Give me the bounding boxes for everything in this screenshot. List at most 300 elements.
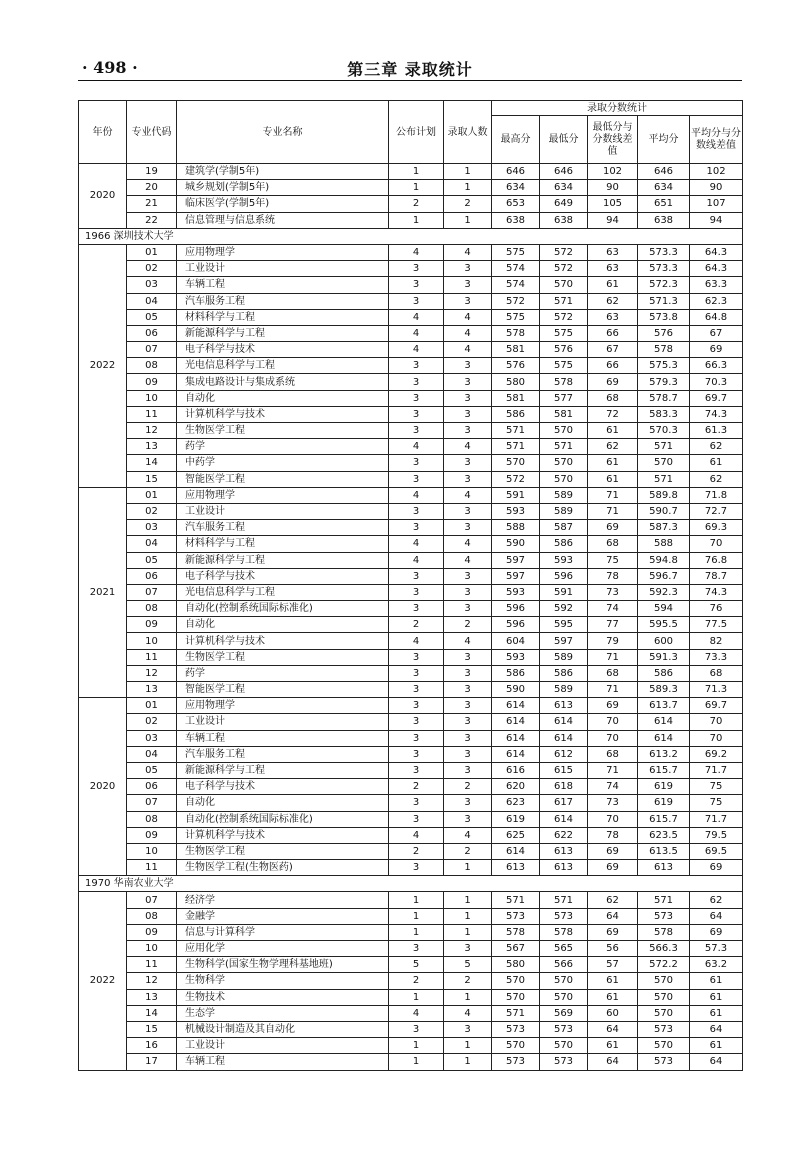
admitted-cell: 1 bbox=[444, 989, 492, 1005]
min-diff-cell: 105 bbox=[588, 196, 638, 212]
plan-cell: 4 bbox=[389, 1005, 444, 1021]
plan-cell: 2 bbox=[389, 617, 444, 633]
avg-score-cell: 566.3 bbox=[638, 941, 690, 957]
major-name-cell: 智能医学工程 bbox=[177, 471, 389, 487]
max-score-cell: 570 bbox=[492, 973, 540, 989]
min-score-cell: 571 bbox=[540, 293, 588, 309]
admitted-cell: 1 bbox=[444, 892, 492, 908]
avg-score-cell: 613.5 bbox=[638, 843, 690, 859]
code-cell: 11 bbox=[127, 860, 177, 876]
code-cell: 07 bbox=[127, 342, 177, 358]
code-cell: 02 bbox=[127, 261, 177, 277]
avg-diff-cell: 61 bbox=[690, 1005, 743, 1021]
min-diff-cell: 63 bbox=[588, 244, 638, 260]
code-cell: 14 bbox=[127, 1005, 177, 1021]
plan-cell: 3 bbox=[389, 811, 444, 827]
avg-diff-cell: 70 bbox=[690, 536, 743, 552]
col-admitted: 录取人数 bbox=[444, 101, 492, 164]
min-score-cell: 589 bbox=[540, 503, 588, 519]
admitted-cell: 3 bbox=[444, 811, 492, 827]
admitted-cell: 1 bbox=[444, 860, 492, 876]
plan-cell: 3 bbox=[389, 406, 444, 422]
avg-score-cell: 615.7 bbox=[638, 762, 690, 778]
code-cell: 19 bbox=[127, 164, 177, 180]
code-cell: 10 bbox=[127, 843, 177, 859]
plan-cell: 1 bbox=[389, 989, 444, 1005]
avg-diff-cell: 63.3 bbox=[690, 277, 743, 293]
avg-diff-cell: 64.3 bbox=[690, 261, 743, 277]
plan-cell: 3 bbox=[389, 455, 444, 471]
avg-score-cell: 570 bbox=[638, 455, 690, 471]
major-name-cell: 新能源科学与工程 bbox=[177, 325, 389, 341]
avg-score-cell: 587.3 bbox=[638, 520, 690, 536]
table-row bbox=[79, 358, 743, 374]
avg-diff-cell: 70.3 bbox=[690, 374, 743, 390]
admitted-cell: 2 bbox=[444, 617, 492, 633]
min-diff-cell: 71 bbox=[588, 762, 638, 778]
avg-diff-cell: 70 bbox=[690, 730, 743, 746]
min-score-cell: 572 bbox=[540, 309, 588, 325]
max-score-cell: 570 bbox=[492, 989, 540, 1005]
admitted-cell: 3 bbox=[444, 762, 492, 778]
major-name-cell: 车辆工程 bbox=[177, 277, 389, 293]
major-name-cell: 计算机科学与技术 bbox=[177, 827, 389, 843]
col-avg-diff: 平均分与分数线差值 bbox=[690, 116, 743, 164]
table-row bbox=[79, 244, 743, 260]
table-row bbox=[79, 762, 743, 778]
table-row bbox=[79, 617, 743, 633]
code-cell: 10 bbox=[127, 390, 177, 406]
min-score-cell: 634 bbox=[540, 180, 588, 196]
code-cell: 08 bbox=[127, 358, 177, 374]
min-diff-cell: 79 bbox=[588, 633, 638, 649]
table-row bbox=[79, 924, 743, 940]
admitted-cell: 2 bbox=[444, 973, 492, 989]
min-score-cell: 570 bbox=[540, 973, 588, 989]
plan-cell: 3 bbox=[389, 293, 444, 309]
table-row bbox=[79, 390, 743, 406]
min-score-cell: 570 bbox=[540, 423, 588, 439]
avg-score-cell: 578 bbox=[638, 924, 690, 940]
min-diff-cell: 66 bbox=[588, 325, 638, 341]
table-row bbox=[79, 941, 743, 957]
max-score-cell: 593 bbox=[492, 584, 540, 600]
max-score-cell: 578 bbox=[492, 924, 540, 940]
avg-score-cell: 573.3 bbox=[638, 261, 690, 277]
min-score-cell: 614 bbox=[540, 811, 588, 827]
col-min-diff: 最低分与分数线差值 bbox=[588, 116, 638, 164]
min-score-cell: 586 bbox=[540, 665, 588, 681]
min-diff-cell: 61 bbox=[588, 989, 638, 1005]
max-score-cell: 614 bbox=[492, 698, 540, 714]
table-row bbox=[79, 601, 743, 617]
code-cell: 15 bbox=[127, 471, 177, 487]
code-cell: 07 bbox=[127, 892, 177, 908]
plan-cell: 2 bbox=[389, 779, 444, 795]
admitted-cell: 3 bbox=[444, 941, 492, 957]
min-diff-cell: 61 bbox=[588, 973, 638, 989]
admitted-cell: 5 bbox=[444, 957, 492, 973]
avg-diff-cell: 70 bbox=[690, 714, 743, 730]
admitted-cell: 3 bbox=[444, 795, 492, 811]
table-row bbox=[79, 633, 743, 649]
plan-cell: 1 bbox=[389, 892, 444, 908]
admitted-cell: 3 bbox=[444, 503, 492, 519]
min-score-cell: 576 bbox=[540, 342, 588, 358]
plan-cell: 1 bbox=[389, 212, 444, 228]
avg-score-cell: 646 bbox=[638, 164, 690, 180]
max-score-cell: 620 bbox=[492, 779, 540, 795]
plan-cell: 4 bbox=[389, 342, 444, 358]
table-row bbox=[79, 293, 743, 309]
major-name-cell: 药学 bbox=[177, 665, 389, 681]
major-name-cell: 计算机科学与技术 bbox=[177, 406, 389, 422]
table-row bbox=[79, 584, 743, 600]
table-row bbox=[79, 471, 743, 487]
table-row bbox=[79, 164, 743, 180]
code-cell: 22 bbox=[127, 212, 177, 228]
table-row bbox=[79, 423, 743, 439]
table-row bbox=[79, 196, 743, 212]
min-diff-cell: 64 bbox=[588, 908, 638, 924]
code-cell: 13 bbox=[127, 989, 177, 1005]
plan-cell: 4 bbox=[389, 439, 444, 455]
min-score-cell: 572 bbox=[540, 244, 588, 260]
plan-cell: 1 bbox=[389, 1054, 444, 1070]
avg-score-cell: 578 bbox=[638, 342, 690, 358]
max-score-cell: 586 bbox=[492, 665, 540, 681]
table-row bbox=[79, 649, 743, 665]
table-row bbox=[79, 309, 743, 325]
avg-score-cell: 590.7 bbox=[638, 503, 690, 519]
avg-diff-cell: 62 bbox=[690, 471, 743, 487]
max-score-cell: 572 bbox=[492, 471, 540, 487]
min-diff-cell: 78 bbox=[588, 568, 638, 584]
avg-score-cell: 589.3 bbox=[638, 682, 690, 698]
code-cell: 10 bbox=[127, 633, 177, 649]
avg-score-cell: 589.8 bbox=[638, 487, 690, 503]
max-score-cell: 572 bbox=[492, 293, 540, 309]
plan-cell: 3 bbox=[389, 698, 444, 714]
min-score-cell: 573 bbox=[540, 1021, 588, 1037]
code-cell: 11 bbox=[127, 957, 177, 973]
table-row bbox=[79, 277, 743, 293]
min-diff-cell: 72 bbox=[588, 406, 638, 422]
min-diff-cell: 75 bbox=[588, 552, 638, 568]
code-cell: 10 bbox=[127, 941, 177, 957]
avg-score-cell: 615.7 bbox=[638, 811, 690, 827]
avg-diff-cell: 72.7 bbox=[690, 503, 743, 519]
table-row bbox=[79, 552, 743, 568]
max-score-cell: 597 bbox=[492, 552, 540, 568]
avg-diff-cell: 69 bbox=[690, 924, 743, 940]
page-number: · 498 · bbox=[82, 58, 138, 77]
avg-diff-cell: 71.3 bbox=[690, 682, 743, 698]
avg-diff-cell: 69 bbox=[690, 860, 743, 876]
plan-cell: 1 bbox=[389, 1038, 444, 1054]
min-diff-cell: 67 bbox=[588, 342, 638, 358]
min-score-cell: 617 bbox=[540, 795, 588, 811]
min-score-cell: 573 bbox=[540, 908, 588, 924]
admitted-cell: 1 bbox=[444, 908, 492, 924]
col-max: 最高分 bbox=[492, 116, 540, 164]
admitted-cell: 3 bbox=[444, 455, 492, 471]
max-score-cell: 590 bbox=[492, 682, 540, 698]
chapter-title: 第三章 录取统计 bbox=[347, 60, 473, 79]
min-diff-cell: 61 bbox=[588, 277, 638, 293]
code-cell: 04 bbox=[127, 746, 177, 762]
major-name-cell: 信息与计算科学 bbox=[177, 924, 389, 940]
avg-score-cell: 594 bbox=[638, 601, 690, 617]
min-score-cell: 587 bbox=[540, 520, 588, 536]
major-name-cell: 自动化 bbox=[177, 795, 389, 811]
major-name-cell: 汽车服务工程 bbox=[177, 520, 389, 536]
max-score-cell: 573 bbox=[492, 908, 540, 924]
avg-diff-cell: 64.8 bbox=[690, 309, 743, 325]
admitted-cell: 4 bbox=[444, 1005, 492, 1021]
major-name-cell: 生物科学 bbox=[177, 973, 389, 989]
code-cell: 07 bbox=[127, 584, 177, 600]
code-cell: 16 bbox=[127, 1038, 177, 1054]
admitted-cell: 1 bbox=[444, 164, 492, 180]
avg-diff-cell: 69 bbox=[690, 342, 743, 358]
table-row bbox=[79, 730, 743, 746]
min-score-cell: 572 bbox=[540, 261, 588, 277]
max-score-cell: 619 bbox=[492, 811, 540, 827]
code-cell: 01 bbox=[127, 698, 177, 714]
avg-score-cell: 600 bbox=[638, 633, 690, 649]
max-score-cell: 586 bbox=[492, 406, 540, 422]
min-diff-cell: 69 bbox=[588, 843, 638, 859]
max-score-cell: 588 bbox=[492, 520, 540, 536]
avg-diff-cell: 75 bbox=[690, 795, 743, 811]
admitted-cell: 3 bbox=[444, 649, 492, 665]
min-diff-cell: 94 bbox=[588, 212, 638, 228]
code-cell: 08 bbox=[127, 908, 177, 924]
max-score-cell: 597 bbox=[492, 568, 540, 584]
university-name: 1966 深圳技术大学 bbox=[79, 228, 743, 244]
plan-cell: 5 bbox=[389, 957, 444, 973]
table-row bbox=[79, 746, 743, 762]
admitted-cell: 4 bbox=[444, 439, 492, 455]
min-score-cell: 566 bbox=[540, 957, 588, 973]
max-score-cell: 591 bbox=[492, 487, 540, 503]
max-score-cell: 580 bbox=[492, 374, 540, 390]
major-name-cell: 生物技术 bbox=[177, 989, 389, 1005]
avg-diff-cell: 107 bbox=[690, 196, 743, 212]
code-cell: 15 bbox=[127, 1021, 177, 1037]
year-cell: 2022 bbox=[79, 244, 127, 487]
min-diff-cell: 69 bbox=[588, 374, 638, 390]
plan-cell: 3 bbox=[389, 471, 444, 487]
max-score-cell: 614 bbox=[492, 714, 540, 730]
avg-score-cell: 575.3 bbox=[638, 358, 690, 374]
plan-cell: 1 bbox=[389, 180, 444, 196]
min-score-cell: 593 bbox=[540, 552, 588, 568]
admitted-cell: 4 bbox=[444, 536, 492, 552]
avg-score-cell: 570.3 bbox=[638, 423, 690, 439]
min-diff-cell: 69 bbox=[588, 860, 638, 876]
min-diff-cell: 62 bbox=[588, 439, 638, 455]
code-cell: 11 bbox=[127, 649, 177, 665]
table-row bbox=[79, 827, 743, 843]
table-row bbox=[79, 892, 743, 908]
avg-diff-cell: 61 bbox=[690, 973, 743, 989]
major-name-cell: 机械设计制造及其自动化 bbox=[177, 1021, 389, 1037]
table-row bbox=[79, 714, 743, 730]
year-cell: 2022 bbox=[79, 892, 127, 1070]
min-diff-cell: 74 bbox=[588, 601, 638, 617]
major-name-cell: 临床医学(学制5年) bbox=[177, 196, 389, 212]
code-cell: 17 bbox=[127, 1054, 177, 1070]
plan-cell: 3 bbox=[389, 568, 444, 584]
table-row bbox=[79, 325, 743, 341]
plan-cell: 3 bbox=[389, 390, 444, 406]
code-cell: 03 bbox=[127, 277, 177, 293]
table-row bbox=[79, 1054, 743, 1070]
avg-score-cell: 573 bbox=[638, 1021, 690, 1037]
min-diff-cell: 61 bbox=[588, 1038, 638, 1054]
avg-score-cell: 596.7 bbox=[638, 568, 690, 584]
admitted-cell: 3 bbox=[444, 471, 492, 487]
min-score-cell: 575 bbox=[540, 325, 588, 341]
plan-cell: 3 bbox=[389, 714, 444, 730]
avg-diff-cell: 69.3 bbox=[690, 520, 743, 536]
min-diff-cell: 64 bbox=[588, 1021, 638, 1037]
admitted-cell: 2 bbox=[444, 196, 492, 212]
code-cell: 12 bbox=[127, 423, 177, 439]
avg-diff-cell: 61.3 bbox=[690, 423, 743, 439]
code-cell: 05 bbox=[127, 309, 177, 325]
avg-score-cell: 614 bbox=[638, 714, 690, 730]
avg-diff-cell: 69.2 bbox=[690, 746, 743, 762]
max-score-cell: 613 bbox=[492, 860, 540, 876]
admitted-cell: 3 bbox=[444, 277, 492, 293]
year-cell: 2021 bbox=[79, 487, 127, 697]
avg-diff-cell: 77.5 bbox=[690, 617, 743, 633]
plan-cell: 1 bbox=[389, 908, 444, 924]
code-cell: 03 bbox=[127, 520, 177, 536]
plan-cell: 4 bbox=[389, 244, 444, 260]
major-name-cell: 生物科学(国家生物学理科基地班) bbox=[177, 957, 389, 973]
avg-diff-cell: 64 bbox=[690, 1054, 743, 1070]
min-score-cell: 646 bbox=[540, 164, 588, 180]
table-row bbox=[79, 665, 743, 681]
avg-diff-cell: 61 bbox=[690, 455, 743, 471]
avg-score-cell: 634 bbox=[638, 180, 690, 196]
admitted-cell: 4 bbox=[444, 342, 492, 358]
major-name-cell: 金融学 bbox=[177, 908, 389, 924]
admitted-cell: 3 bbox=[444, 520, 492, 536]
admitted-cell: 3 bbox=[444, 390, 492, 406]
major-name-cell: 车辆工程 bbox=[177, 1054, 389, 1070]
table-row bbox=[79, 455, 743, 471]
admitted-cell: 4 bbox=[444, 487, 492, 503]
code-cell: 09 bbox=[127, 374, 177, 390]
plan-cell: 4 bbox=[389, 633, 444, 649]
max-score-cell: 571 bbox=[492, 1005, 540, 1021]
admitted-cell: 4 bbox=[444, 633, 492, 649]
col-min: 最低分 bbox=[540, 116, 588, 164]
plan-cell: 1 bbox=[389, 164, 444, 180]
max-score-cell: 604 bbox=[492, 633, 540, 649]
code-cell: 12 bbox=[127, 665, 177, 681]
avg-score-cell: 623.5 bbox=[638, 827, 690, 843]
table-row bbox=[79, 989, 743, 1005]
plan-cell: 3 bbox=[389, 520, 444, 536]
max-score-cell: 614 bbox=[492, 730, 540, 746]
min-score-cell: 614 bbox=[540, 730, 588, 746]
min-diff-cell: 71 bbox=[588, 503, 638, 519]
min-score-cell: 612 bbox=[540, 746, 588, 762]
min-score-cell: 570 bbox=[540, 455, 588, 471]
col-plan: 公布计划 bbox=[389, 101, 444, 164]
min-score-cell: 614 bbox=[540, 714, 588, 730]
avg-diff-cell: 64 bbox=[690, 908, 743, 924]
admitted-cell: 4 bbox=[444, 827, 492, 843]
avg-diff-cell: 62 bbox=[690, 892, 743, 908]
avg-score-cell: 619 bbox=[638, 779, 690, 795]
avg-score-cell: 573 bbox=[638, 908, 690, 924]
code-cell: 05 bbox=[127, 552, 177, 568]
min-score-cell: 578 bbox=[540, 924, 588, 940]
table-row bbox=[79, 1021, 743, 1037]
avg-diff-cell: 79.5 bbox=[690, 827, 743, 843]
major-name-cell: 生物医学工程 bbox=[177, 423, 389, 439]
min-score-cell: 591 bbox=[540, 584, 588, 600]
avg-diff-cell: 94 bbox=[690, 212, 743, 228]
major-name-cell: 应用物理学 bbox=[177, 244, 389, 260]
admitted-cell: 4 bbox=[444, 325, 492, 341]
avg-diff-cell: 78.7 bbox=[690, 568, 743, 584]
plan-cell: 3 bbox=[389, 649, 444, 665]
max-score-cell: 580 bbox=[492, 957, 540, 973]
min-score-cell: 595 bbox=[540, 617, 588, 633]
plan-cell: 3 bbox=[389, 860, 444, 876]
min-diff-cell: 69 bbox=[588, 924, 638, 940]
table-row bbox=[79, 503, 743, 519]
admitted-cell: 4 bbox=[444, 552, 492, 568]
max-score-cell: 571 bbox=[492, 892, 540, 908]
major-name-cell: 工业设计 bbox=[177, 503, 389, 519]
max-score-cell: 614 bbox=[492, 843, 540, 859]
min-score-cell: 571 bbox=[540, 439, 588, 455]
code-cell: 21 bbox=[127, 196, 177, 212]
max-score-cell: 596 bbox=[492, 617, 540, 633]
table-row bbox=[79, 374, 743, 390]
min-score-cell: 589 bbox=[540, 682, 588, 698]
max-score-cell: 573 bbox=[492, 1021, 540, 1037]
plan-cell: 3 bbox=[389, 795, 444, 811]
max-score-cell: 614 bbox=[492, 746, 540, 762]
major-name-cell: 电子科学与技术 bbox=[177, 568, 389, 584]
min-score-cell: 577 bbox=[540, 390, 588, 406]
table-row bbox=[79, 843, 743, 859]
plan-cell: 3 bbox=[389, 682, 444, 698]
plan-cell: 4 bbox=[389, 536, 444, 552]
admitted-cell: 3 bbox=[444, 293, 492, 309]
avg-score-cell: 570 bbox=[638, 973, 690, 989]
min-diff-cell: 70 bbox=[588, 730, 638, 746]
max-score-cell: 638 bbox=[492, 212, 540, 228]
code-cell: 01 bbox=[127, 244, 177, 260]
code-cell: 09 bbox=[127, 924, 177, 940]
max-score-cell: 653 bbox=[492, 196, 540, 212]
avg-diff-cell: 69.7 bbox=[690, 390, 743, 406]
table-row bbox=[79, 568, 743, 584]
major-name-cell: 自动化 bbox=[177, 617, 389, 633]
major-name-cell: 汽车服务工程 bbox=[177, 746, 389, 762]
